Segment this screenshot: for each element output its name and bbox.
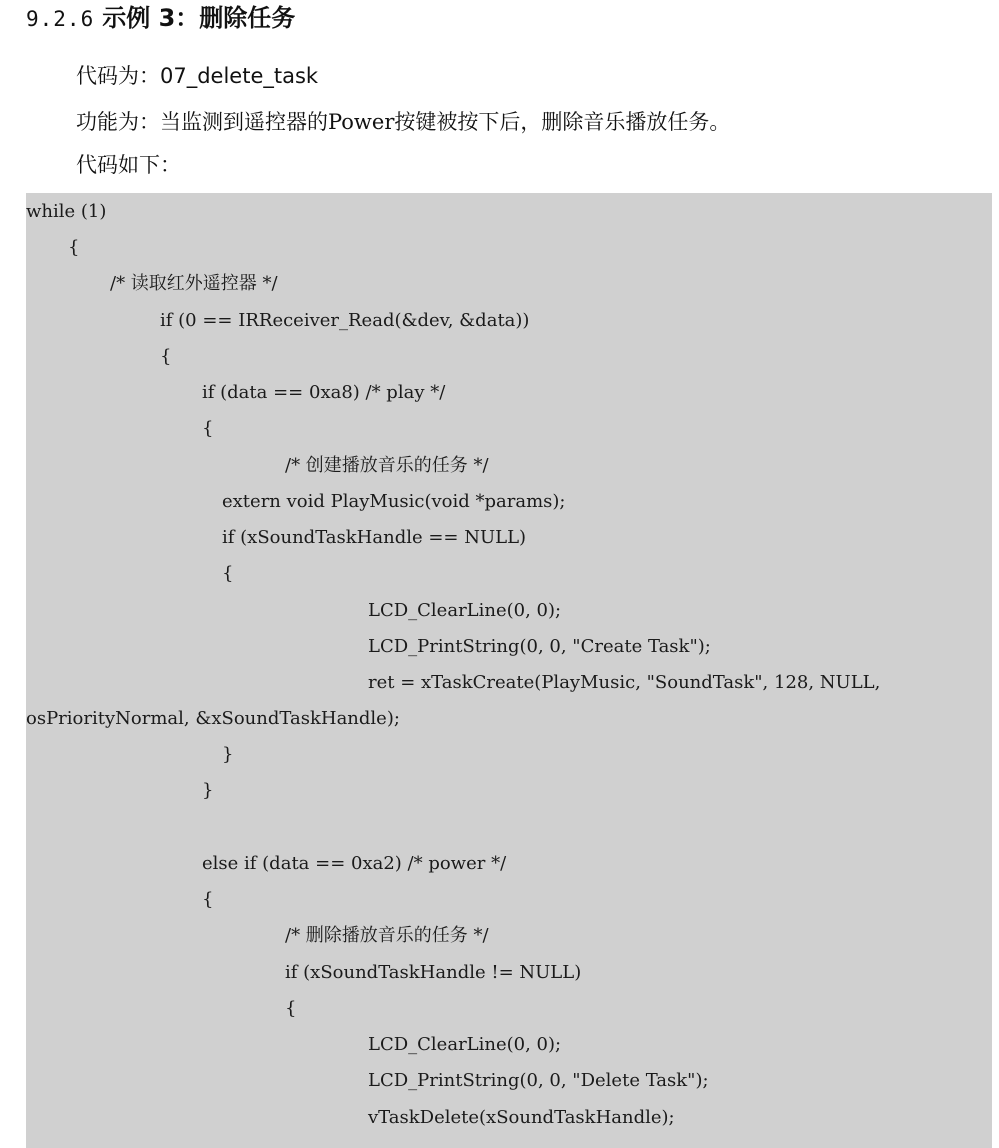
code-line: LCD_PrintString(0, 0, "Delete Task"); [368,1070,709,1091]
code-line: if (0 == IRReceiver_Read(&dev, &data)) [160,310,530,331]
function-label: 功能为： [76,110,160,134]
code-line: if (xSoundTaskHandle == NULL) [222,527,527,548]
function-paragraph [76,107,730,137]
code-line: /* 读取红外遥控器 */ [110,273,278,294]
code-line: { [285,998,297,1019]
code-line: { [68,237,80,258]
section-heading [26,0,295,36]
code-name-paragraph [76,61,318,91]
code-below-paragraph [76,150,181,180]
code-line: if (xSoundTaskHandle != NULL) [285,962,582,983]
code-line: } [222,744,234,765]
code-line: } [202,780,214,801]
code-line: osPriorityNormal, &xSoundTaskHandle); [26,708,400,729]
code-line: { [202,889,214,910]
code-line: LCD_PrintString(0, 0, "Create Task"); [368,636,711,657]
function-description: 当监测到遥控器的Power按键被按下后，删除音乐播放任务。 [160,110,731,134]
code-line: ret = xTaskCreate(PlayMusic, "SoundTask", 128, NULL, [368,672,881,693]
code-line: { [222,563,234,584]
code-line: { [160,346,172,367]
code-line: extern void PlayMusic(void *params); [222,491,566,512]
code-block [26,193,992,1148]
code-line: else if (data == 0xa2) /* power */ [202,853,507,874]
code-line: /* 创建播放音乐的任务 */ [285,455,489,476]
code-name-label: 代码为： [76,64,160,88]
code-below-label: 代码如下： [76,153,181,177]
code-line: /* 删除播放音乐的任务 */ [285,925,489,946]
section-number: 9.2.6 [26,7,95,31]
code-line: { [202,418,214,439]
code-line: LCD_ClearLine(0, 0); [368,600,562,621]
code-line: if (data == 0xa8) /* play */ [202,382,446,403]
code-line: vTaskDelete(xSoundTaskHandle); [368,1107,675,1128]
code-name-value: 07_delete_task [160,64,319,88]
code-line: LCD_ClearLine(0, 0); [368,1034,562,1055]
code-line: while (1) [26,201,107,222]
section-title: 示例 3：删除任务 [102,4,296,32]
